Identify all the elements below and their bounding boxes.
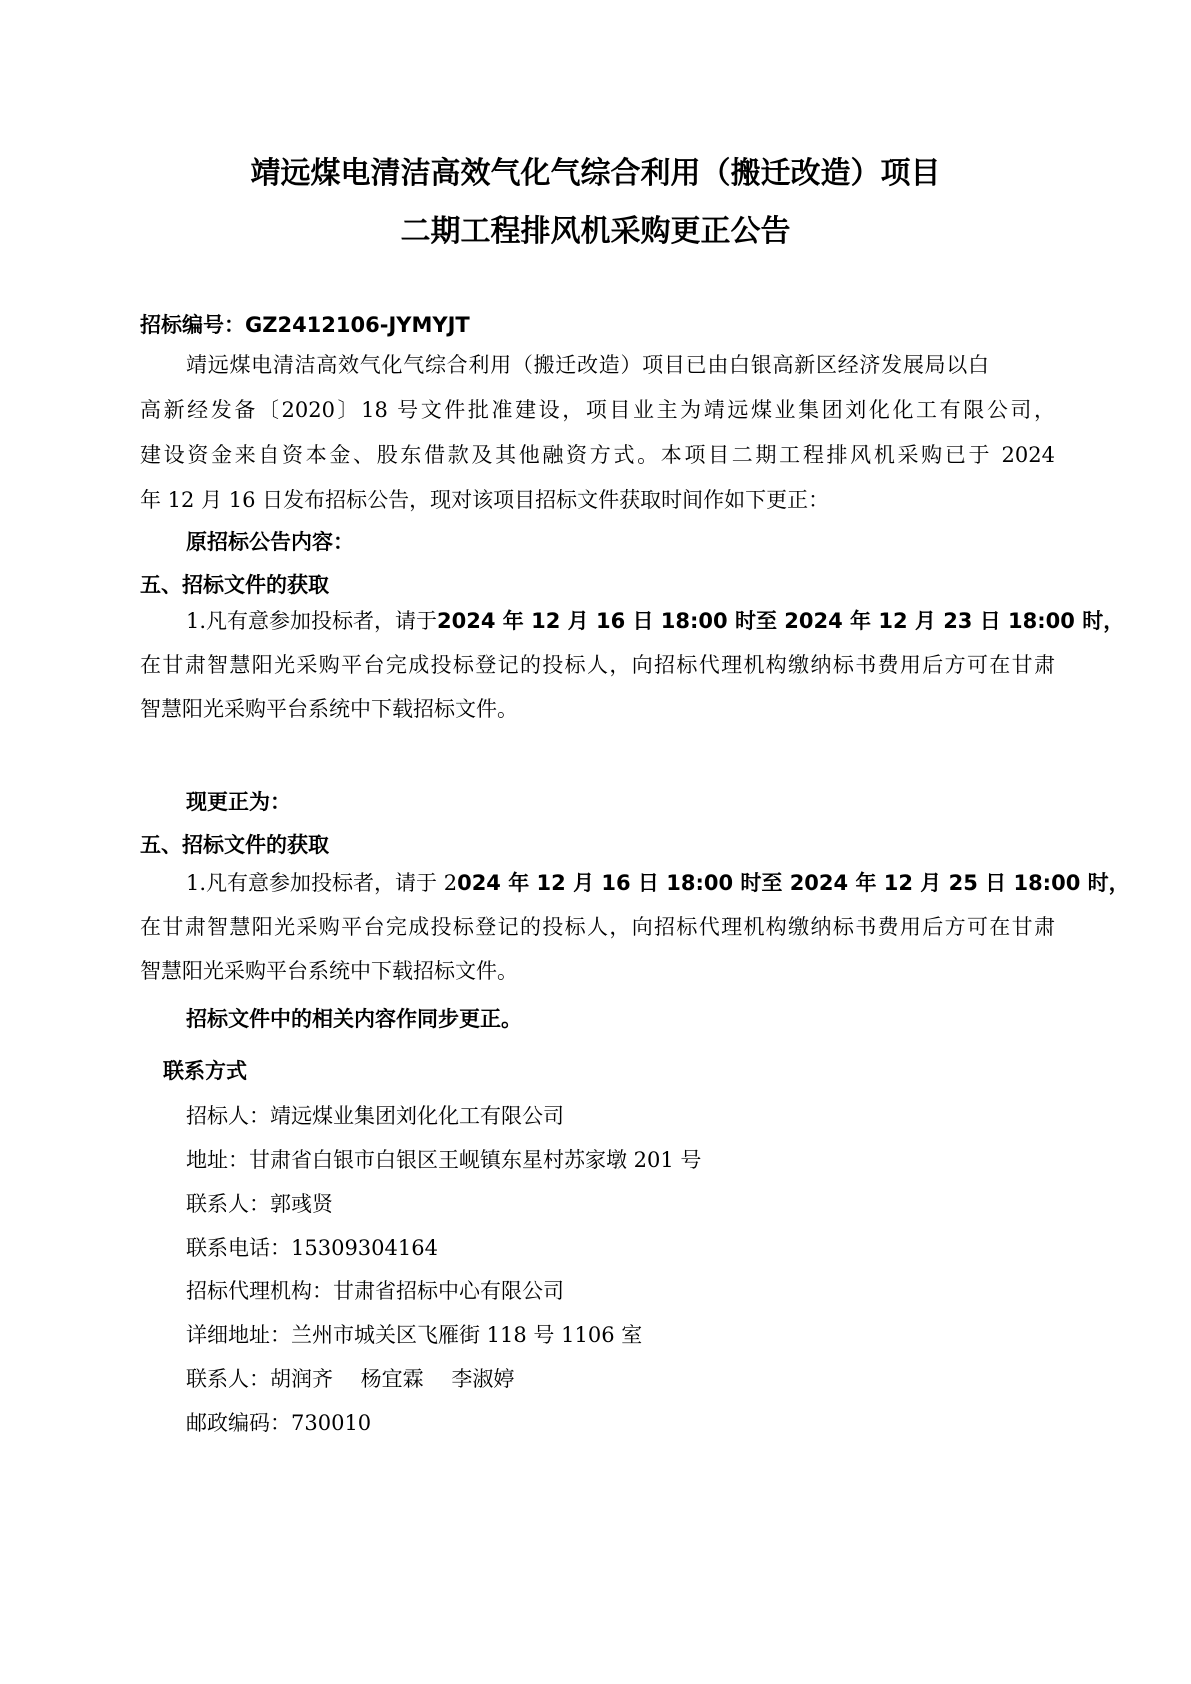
original-paragraph-line-1	[186, 606, 1124, 636]
original-heading: 原招标公告内容：	[186, 530, 354, 554]
corrected-paragraph-prefix: 1.凡有意参加投标者，请于 2	[186, 871, 458, 895]
original-deadline: 2024 年 12 月 16 日 18:00 时至 2024 年 12 月 23 日 18:00 时，	[437, 609, 1125, 633]
contact-address: 地址：甘肃省白银市白银区王岘镇东星村苏家墩 201 号	[186, 1148, 702, 1172]
bid-number: 招标编号：GZ2412106-JYMYJT	[140, 313, 470, 337]
contact-tenderer: 招标人：靖远煤业集团刘化化工有限公司	[186, 1104, 564, 1128]
intro-line-1: 靖远煤电清洁高效气化气综合利用（搬迁改造）项目已由白银高新区经济发展局以白	[186, 353, 989, 377]
corrected-paragraph-line-2: 在甘肃智慧阳光采购平台完成投标登记的投标人，向招标代理机构缴纳标书费用后方可在甘肃	[140, 915, 1055, 939]
contact-postcode: 邮政编码：730010	[186, 1411, 372, 1435]
contact-person: 联系人：郭彧贤	[186, 1192, 333, 1216]
contact-agency-address: 详细地址：兰州市城关区飞雁街 118 号 1106 室	[186, 1323, 643, 1347]
original-paragraph-prefix: 1.凡有意参加投标者，请于	[186, 609, 438, 633]
contact-phone: 联系电话：15309304164	[186, 1236, 438, 1260]
intro-line-4: 年 12 月 16 日发布招标公告，现对该项目招标文件获取时间作如下更正：	[140, 488, 830, 512]
title-line-2: 二期工程排风机采购更正公告	[400, 214, 791, 249]
original-section-title: 五、招标文件的获取	[140, 573, 329, 597]
intro-line-3: 建设资金来自资本金、股东借款及其他融资方式。本项目二期工程排风机采购已于 2024	[140, 443, 1055, 467]
corrected-heading: 现更正为：	[186, 790, 291, 814]
intro-line-2: 高新经发备〔2020〕18 号文件批准建设，项目业主为靖远煤业集团刘化化工有限公司，	[140, 398, 1055, 422]
contact-agency-persons: 联系人：胡润齐 杨宜霖 李淑婷	[186, 1367, 515, 1391]
corrected-deadline: 024 年 12 月 16 日 18:00 时至 2024 年 12 月 25 日 18:00 时，	[457, 871, 1130, 895]
corrected-paragraph-line-1	[186, 868, 1130, 898]
contact-agency: 招标代理机构：甘肃省招标中心有限公司	[186, 1279, 564, 1303]
original-paragraph-line-3: 智慧阳光采购平台系统中下载招标文件。	[140, 697, 518, 721]
contact-heading: 联系方式	[163, 1059, 247, 1083]
corrected-section-title: 五、招标文件的获取	[140, 833, 329, 857]
original-paragraph-line-2: 在甘肃智慧阳光采购平台完成投标登记的投标人，向招标代理机构缴纳标书费用后方可在甘肃	[140, 653, 1055, 677]
sync-correction-note: 招标文件中的相关内容作同步更正。	[186, 1007, 522, 1031]
corrected-paragraph-line-3: 智慧阳光采购平台系统中下载招标文件。	[140, 959, 518, 983]
title-line-1: 靖远煤电清洁高效气化气综合利用（搬迁改造）项目	[250, 156, 941, 191]
